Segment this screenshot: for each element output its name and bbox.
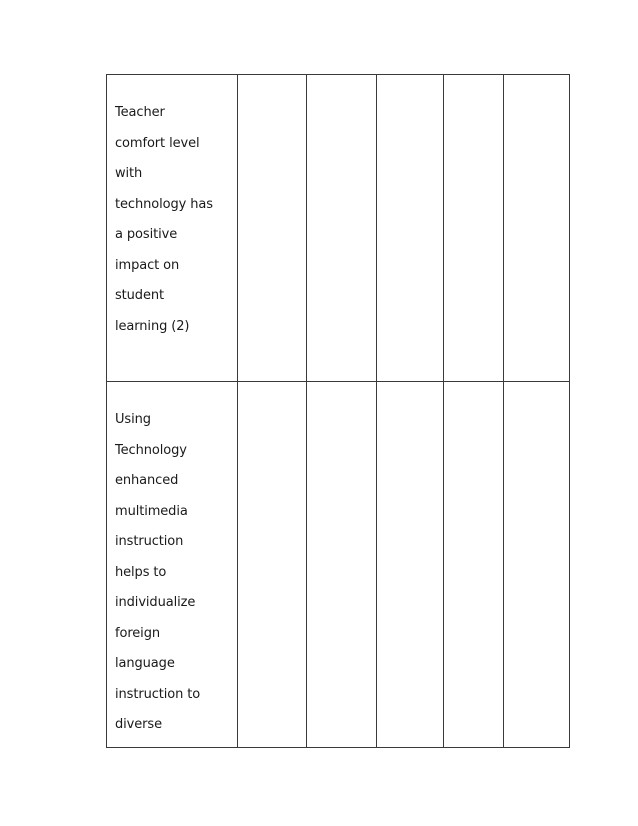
statement-line: with (115, 166, 143, 181)
statement-cell (107, 382, 238, 748)
response-cell[interactable] (307, 75, 377, 382)
statement-line: student (115, 288, 164, 303)
statement-cell (107, 75, 238, 382)
statement-line: instruction to (115, 686, 201, 702)
statement-line: foreign (115, 625, 160, 641)
statement-line: Technology (115, 442, 187, 458)
statement-line: individualize (115, 595, 196, 610)
response-cell[interactable] (238, 382, 307, 748)
statement-line: technology has (115, 196, 213, 212)
statement-line: comfort level (115, 135, 200, 151)
survey-table (106, 74, 570, 748)
statement-line: instruction (115, 534, 184, 549)
statement-line: learning (2) (115, 318, 190, 334)
response-cell[interactable] (444, 75, 504, 382)
response-cell[interactable] (444, 382, 504, 748)
table-row (107, 382, 570, 748)
response-cell[interactable] (377, 382, 444, 748)
response-cell[interactable] (377, 75, 444, 382)
statement-line: Using (115, 412, 151, 427)
response-cell[interactable] (238, 75, 307, 382)
statement-line: a positive (115, 227, 178, 242)
statement-line: Teacher (115, 105, 165, 120)
table-row (107, 75, 570, 382)
statement-line: impact on (115, 257, 180, 273)
statement-line: language (115, 656, 175, 671)
response-cell[interactable] (307, 382, 377, 748)
statement-line: enhanced (115, 473, 179, 488)
statement-line: helps to (115, 564, 167, 580)
statement-line: multimedia (115, 503, 188, 519)
statement-line: diverse (115, 717, 162, 732)
response-cell[interactable] (504, 75, 570, 382)
response-cell[interactable] (504, 382, 570, 748)
